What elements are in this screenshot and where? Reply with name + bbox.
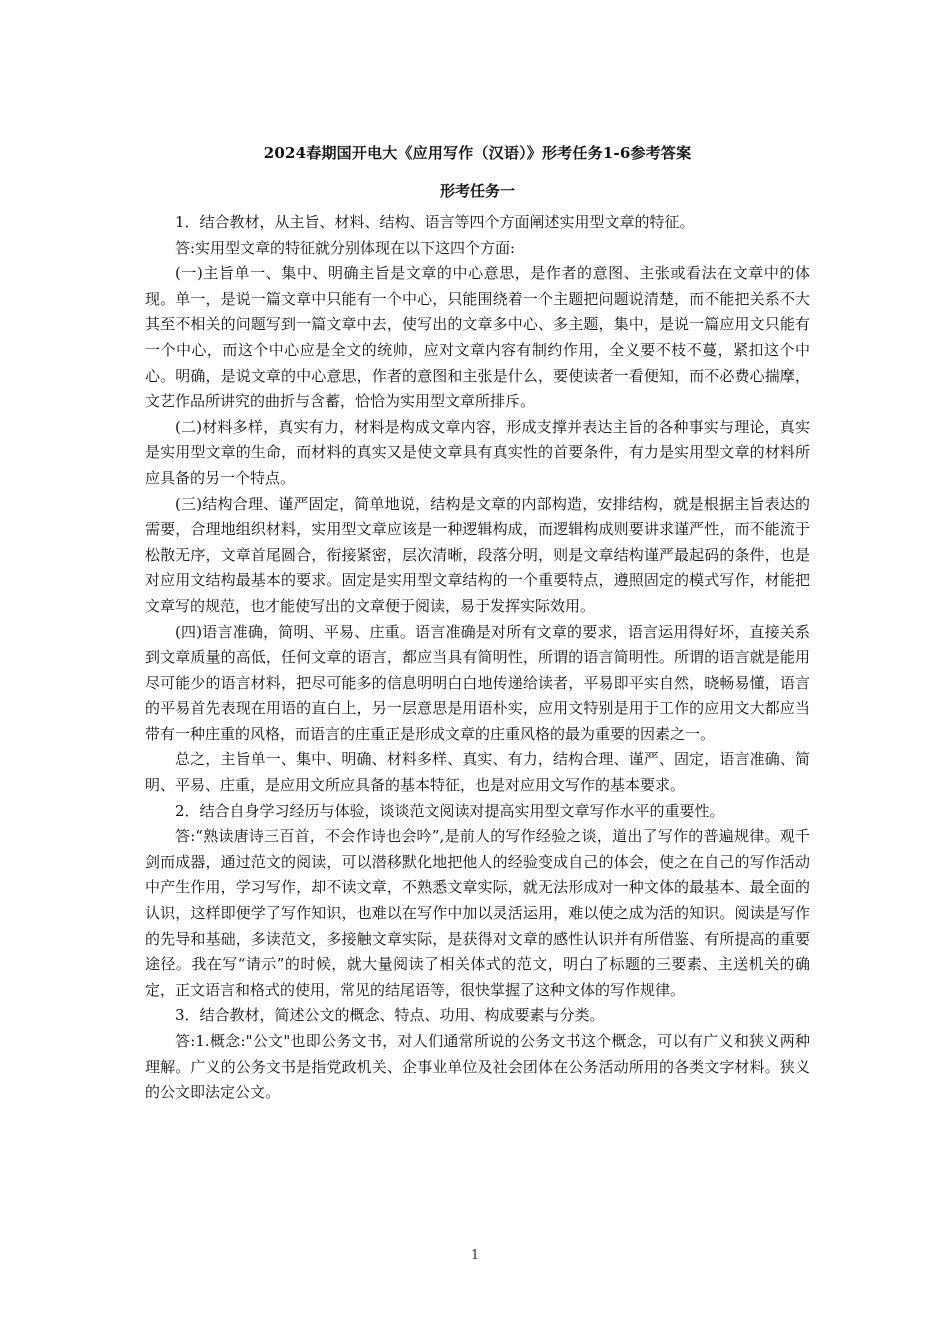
answer-1-point-1: (一)主旨单一、集中、明确主旨是文章的中心意思，是作者的意图、主张或看法在文章中的体现。单一，是说一篇文章中只能有一个中心，只能围绕着一个主题把问题说清楚，而不能把关系不大其至不相关的问题写到一篇文章中去，使写出的文章多中心、多主题，集中，是说一篇应用文只能有一个中心，而这个中心应是全文的统帅，应对文章内容有制约作用，全义要不枝不蔓，紧扣这个中心。明确，是说文章的中心意思，作者的意图和主张是什么，要使读者一看便知，而不必费心揣摩，文艺作品所讲究的曲折与含蓄，恰恰为实用型文章所排斥。 [145, 264, 810, 411]
question-3: 3．结合教材，简述公文的概念、特点、功用、构成要素与分类。 [175, 1006, 605, 1025]
answer-1-intro: 答:实用型文章的特征就分别体现在以下这四个方面: [175, 238, 516, 257]
answer-2: 答:“熟读唐诗三百首，不会作诗也会吟”,是前人的写作经验之谈，道出了写作的普遍规律。观千剑而成器，通过范文的阅读，可以潜移默化地把他人的经验变成自己的体会，使之在自己的写作活动中产生作用，学习写作，却不读文章，不熟悉文章实际，就无法形成对一种文体的最基本、最全面的认识，这样即便学了写作知识，也难以在写作中加以灵活运用，难以使之成为活的知识。阅读是写作的先导和基础，多读范文，多接触文章实际，是获得对文章的感性认识并有所借鉴、有所提高的重要途径。我在写“请示”的时候，就大量阅读了相关体式的范文，明白了标题的三要素、主送机关的确定，正文语言和格式的使用，常见的结尾语等，很快掌握了这种文体的写作规律。 [145, 827, 810, 999]
question-2: 2．结合自身学习经历与体验，谈谈范文阅读对提高实用型文章写作水平的重要性。 [175, 801, 725, 820]
answer-3: 答:1.概念:"公文"也即公务文书，对人们通常所说的公务文书这个概念，可以有广义和狭义两种理解。广义的公务文书是指党政机关、企事业单位及社会团体在公务活动所用的各类文字材料。狭义的公文即法定公文。 [145, 1032, 810, 1102]
answer-1-summary: 总之，主旨单一、集中、明确、材料多样、真实、有力，结构合理、谨严、固定，语言准确、简明、平易、庄重，是应用文所应具备的基本特征，也是对应用文写作的基本要求。 [145, 750, 810, 795]
question-1: 1．结合教材，从主旨、材料、结构、语言等四个方面阐述实用型文章的特征。 [175, 213, 695, 231]
page-number: 1 [470, 1248, 480, 1263]
answer-1-point-3: (三)结构合理、谨严固定，简单地说，结构是文章的内部构造，安排结构，就是根据主旨表达的需要，合理地组织材料，实用型文章应该是一种逻辑构成，而逻辑构成则要讲求谨严性，而不能流于松散无序，文章首尾圆合，衔接紧密，层次清晰，段落分明，则是文章结构谨严最起码的条件，也是对应用文结构最基本的要求。固定是实用型文章结构的一个重要特点，遵照固定的模式写作，材能把文章写的规范，也才能使写出的文章便于阅读，易于发挥实际效用。 [145, 494, 810, 615]
answer-1-point-4: (四)语言准确，简明、平易、庄重。语言准确是对所有文章的要求，语言运用得好坏，直接关系到文章质量的高低，任何文章的语言，都应当具有简明性，所谓的语言简明性。所谓的语言就是能用尽可能少的语言材料，把尽可能多的信息明明白白地传递给读者，平易即平实自然，晓畅易懂，语言的平易首先表现在用语的直白上，另一层意思是用语朴实，应用文特别是用于工作的应用文大都应当带有一种庄重的风格，而语言的庄重正是形成文章的庄重风格的最为重要的因素之一。 [145, 622, 810, 743]
answer-1-point-2: (二)材料多样，真实有力，材料是构成文章内容，形成支撑并表达主旨的各种事实与理论，真实是实用型文章的生命，而材料的真实又是使文章具有真实性的首要条件，有力是实用型文章的材料所应具备的另一个特点。 [145, 417, 810, 487]
document-body [145, 140, 810, 1106]
section-title: 形考任务一 [439, 182, 515, 200]
document-title: 2024春期国开电大《应用写作（汉语）》形考任务1-6参考答案 [263, 144, 692, 162]
